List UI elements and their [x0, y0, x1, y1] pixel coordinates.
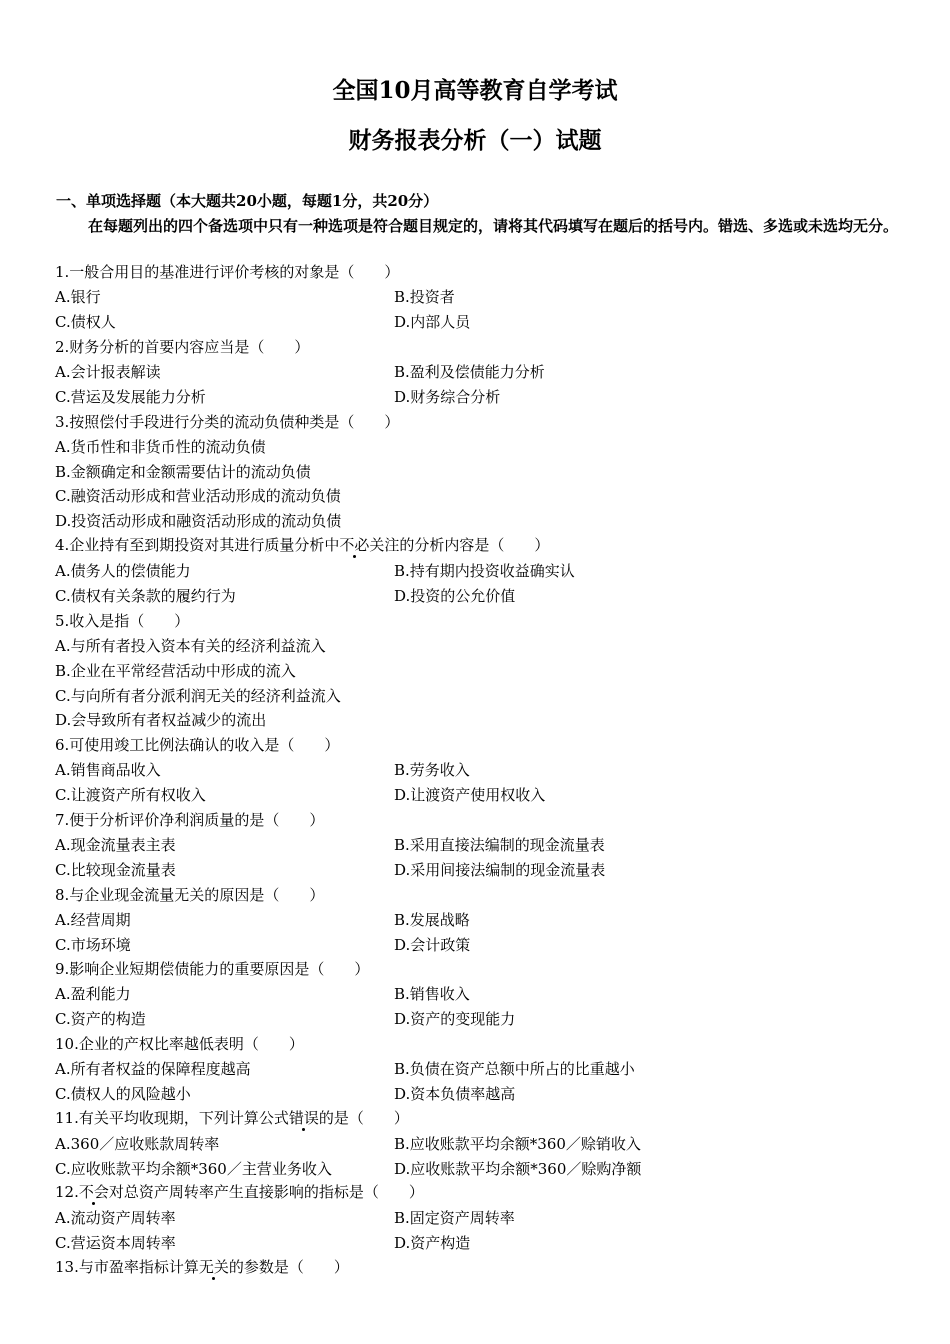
option-a: A.经营周期: [55, 911, 131, 929]
option-b: B.金额确定和金额需要估计的流动负债: [55, 463, 311, 481]
option-c: C.营运资本周转率: [55, 1234, 176, 1252]
emphasis-text: 不必: [339, 536, 370, 554]
option-c: C.融资活动形成和营业活动形成的流动负债: [55, 487, 341, 505]
question-4: [55, 533, 935, 557]
emphasis-text: 错误: [288, 1109, 319, 1127]
option-c: C.比较现金流量表: [55, 861, 176, 879]
option-c: C.债权人的风险越小: [55, 1085, 191, 1103]
option-d: D.资产的变现能力: [394, 1010, 516, 1028]
option-d: D.内部人员: [394, 313, 471, 331]
option-d: D.财务综合分析: [394, 388, 501, 406]
option-a: A.与所有者投入资本有关的经济利益流入: [55, 637, 326, 655]
option-c: C.让渡资产所有权收入: [55, 786, 206, 804]
options-row: [55, 559, 935, 583]
option-a: A.流动资产周转率: [55, 1209, 176, 1227]
option-d: D.应收账款平均余额*360／赊购净额: [394, 1160, 642, 1178]
question-13: [55, 1255, 935, 1279]
option-c: C.应收账款平均余额*360／主营业务收入: [55, 1160, 332, 1178]
question-8: 8.与企业现金流量无关的原因是（ ）: [55, 886, 325, 904]
question-stem-part: 4.企业持有至到期投资对其进行质量分析中: [55, 536, 340, 554]
option-a: A.货币性和非货币性的流动负债: [55, 438, 266, 456]
option-c: C.市场环境: [55, 936, 131, 954]
option-a: A.所有者权益的保障程度越高: [55, 1060, 251, 1078]
option-a: A.销售商品收入: [55, 761, 161, 779]
emphasis-text: 无关: [198, 1258, 229, 1276]
options-row: [55, 584, 935, 608]
option-b: B.持有期内投资收益确实认: [394, 562, 575, 580]
option-b: B.投资者: [394, 288, 455, 306]
option-d: D.资本负债率越高: [394, 1085, 516, 1103]
options-row: [55, 1231, 935, 1255]
option-a: A.360／应收账款周转率: [55, 1135, 220, 1153]
option-b: B.应收账款平均余额*360／赊销收入: [394, 1135, 641, 1153]
options-row: [55, 858, 935, 882]
option-d: D.投资的公允价值: [394, 587, 516, 605]
question-1: 1.一般合用目的基准进行评价考核的对象是（ ）: [55, 263, 400, 281]
option-d: D.让渡资产使用权收入: [394, 786, 546, 804]
question-stem-part: 对总资产周转率产生直接影响的指标是（ ）: [108, 1183, 424, 1201]
option-c: C.资产的构造: [55, 1010, 146, 1028]
question-stem-part: 的是（ ）: [318, 1109, 409, 1127]
question-2: 2.财务分析的首要内容应当是（ ）: [55, 338, 310, 356]
option-b: B.负债在资产总额中所占的比重越小: [394, 1060, 635, 1078]
option-c: C.债权人: [55, 313, 116, 331]
options-row: [55, 1157, 935, 1181]
question-stem-part: 11.有关平均收现期，下列计算公式: [55, 1109, 289, 1127]
option-a: A.债务人的偿债能力: [55, 562, 191, 580]
options-row: [55, 385, 935, 409]
option-b: B.销售收入: [394, 985, 470, 1003]
option-b: B.企业在平常经营活动中形成的流入: [55, 662, 296, 680]
question-10: 10.企业的产权比率越低表明（ ）: [55, 1035, 304, 1053]
options-row: [55, 285, 935, 309]
section-heading: 一、单项选择题（本大题共20小题，每题1分，共20分）: [56, 192, 439, 210]
option-b: B.采用直接法编制的现金流量表: [394, 836, 605, 854]
question-stem-part: 13.与市盈率指标计算: [55, 1258, 199, 1276]
question-11: [55, 1106, 935, 1130]
option-d: D.会导致所有者权益减少的流出: [55, 711, 267, 729]
options-row: [55, 758, 935, 782]
options-row: [55, 360, 935, 384]
option-d: D.采用间接法编制的现金流量表: [394, 861, 606, 879]
question-6: 6.可使用竣工比例法确认的收入是（ ）: [55, 736, 340, 754]
option-b: B.盈利及偿债能力分析: [394, 363, 545, 381]
options-row: [55, 1007, 935, 1031]
option-d: D.会计政策: [394, 936, 471, 954]
question-stem-part: 12.: [55, 1183, 79, 1201]
option-b: B.发展战略: [394, 911, 470, 929]
options-row: [55, 1082, 935, 1106]
section-instructions: 在每题列出的四个备选项中只有一种选项是符合题目规定的，请将其代码填写在题后的括号内。错选、多选或未选均无分。: [88, 217, 899, 235]
question-9: 9.影响企业短期偿债能力的重要原因是（ ）: [55, 960, 370, 978]
option-a: A.盈利能力: [55, 985, 131, 1003]
options-row: [55, 1206, 935, 1230]
options-row: [55, 1057, 935, 1081]
option-a: A.银行: [55, 288, 101, 306]
question-3: 3.按照偿付手段进行分类的流动负债种类是（ ）: [55, 413, 400, 431]
option-a: A.会计报表解读: [55, 363, 161, 381]
emphasis-text: 不会: [78, 1183, 109, 1201]
options-row: [55, 833, 935, 857]
exam-title: 全国10月高等教育自学考试: [332, 77, 618, 104]
options-row: [55, 908, 935, 932]
option-c: C.与向所有者分派利润无关的经济利益流入: [55, 687, 341, 705]
options-row: [55, 783, 935, 807]
question-stem-part: 的参数是（ ）: [228, 1258, 349, 1276]
option-c: C.债权有关条款的履约行为: [55, 587, 236, 605]
option-b: B.固定资产周转率: [394, 1209, 515, 1227]
options-row: [55, 933, 935, 957]
option-d: D.投资活动形成和融资活动形成的流动负债: [55, 512, 342, 530]
options-row: [55, 982, 935, 1006]
option-d: D.资产构造: [394, 1234, 471, 1252]
question-stem-part: 关注的分析内容是（ ）: [369, 536, 550, 554]
question-12: [55, 1180, 935, 1204]
option-a: A.现金流量表主表: [55, 836, 176, 854]
options-row: [55, 1132, 935, 1156]
question-7: 7.便于分析评价净利润质量的是（ ）: [55, 811, 325, 829]
exam-subtitle: 财务报表分析（一）试题: [348, 127, 602, 154]
question-5: 5.收入是指（ ）: [55, 612, 190, 630]
option-b: B.劳务收入: [394, 761, 470, 779]
option-c: C.营运及发展能力分析: [55, 388, 206, 406]
options-row: [55, 310, 935, 334]
